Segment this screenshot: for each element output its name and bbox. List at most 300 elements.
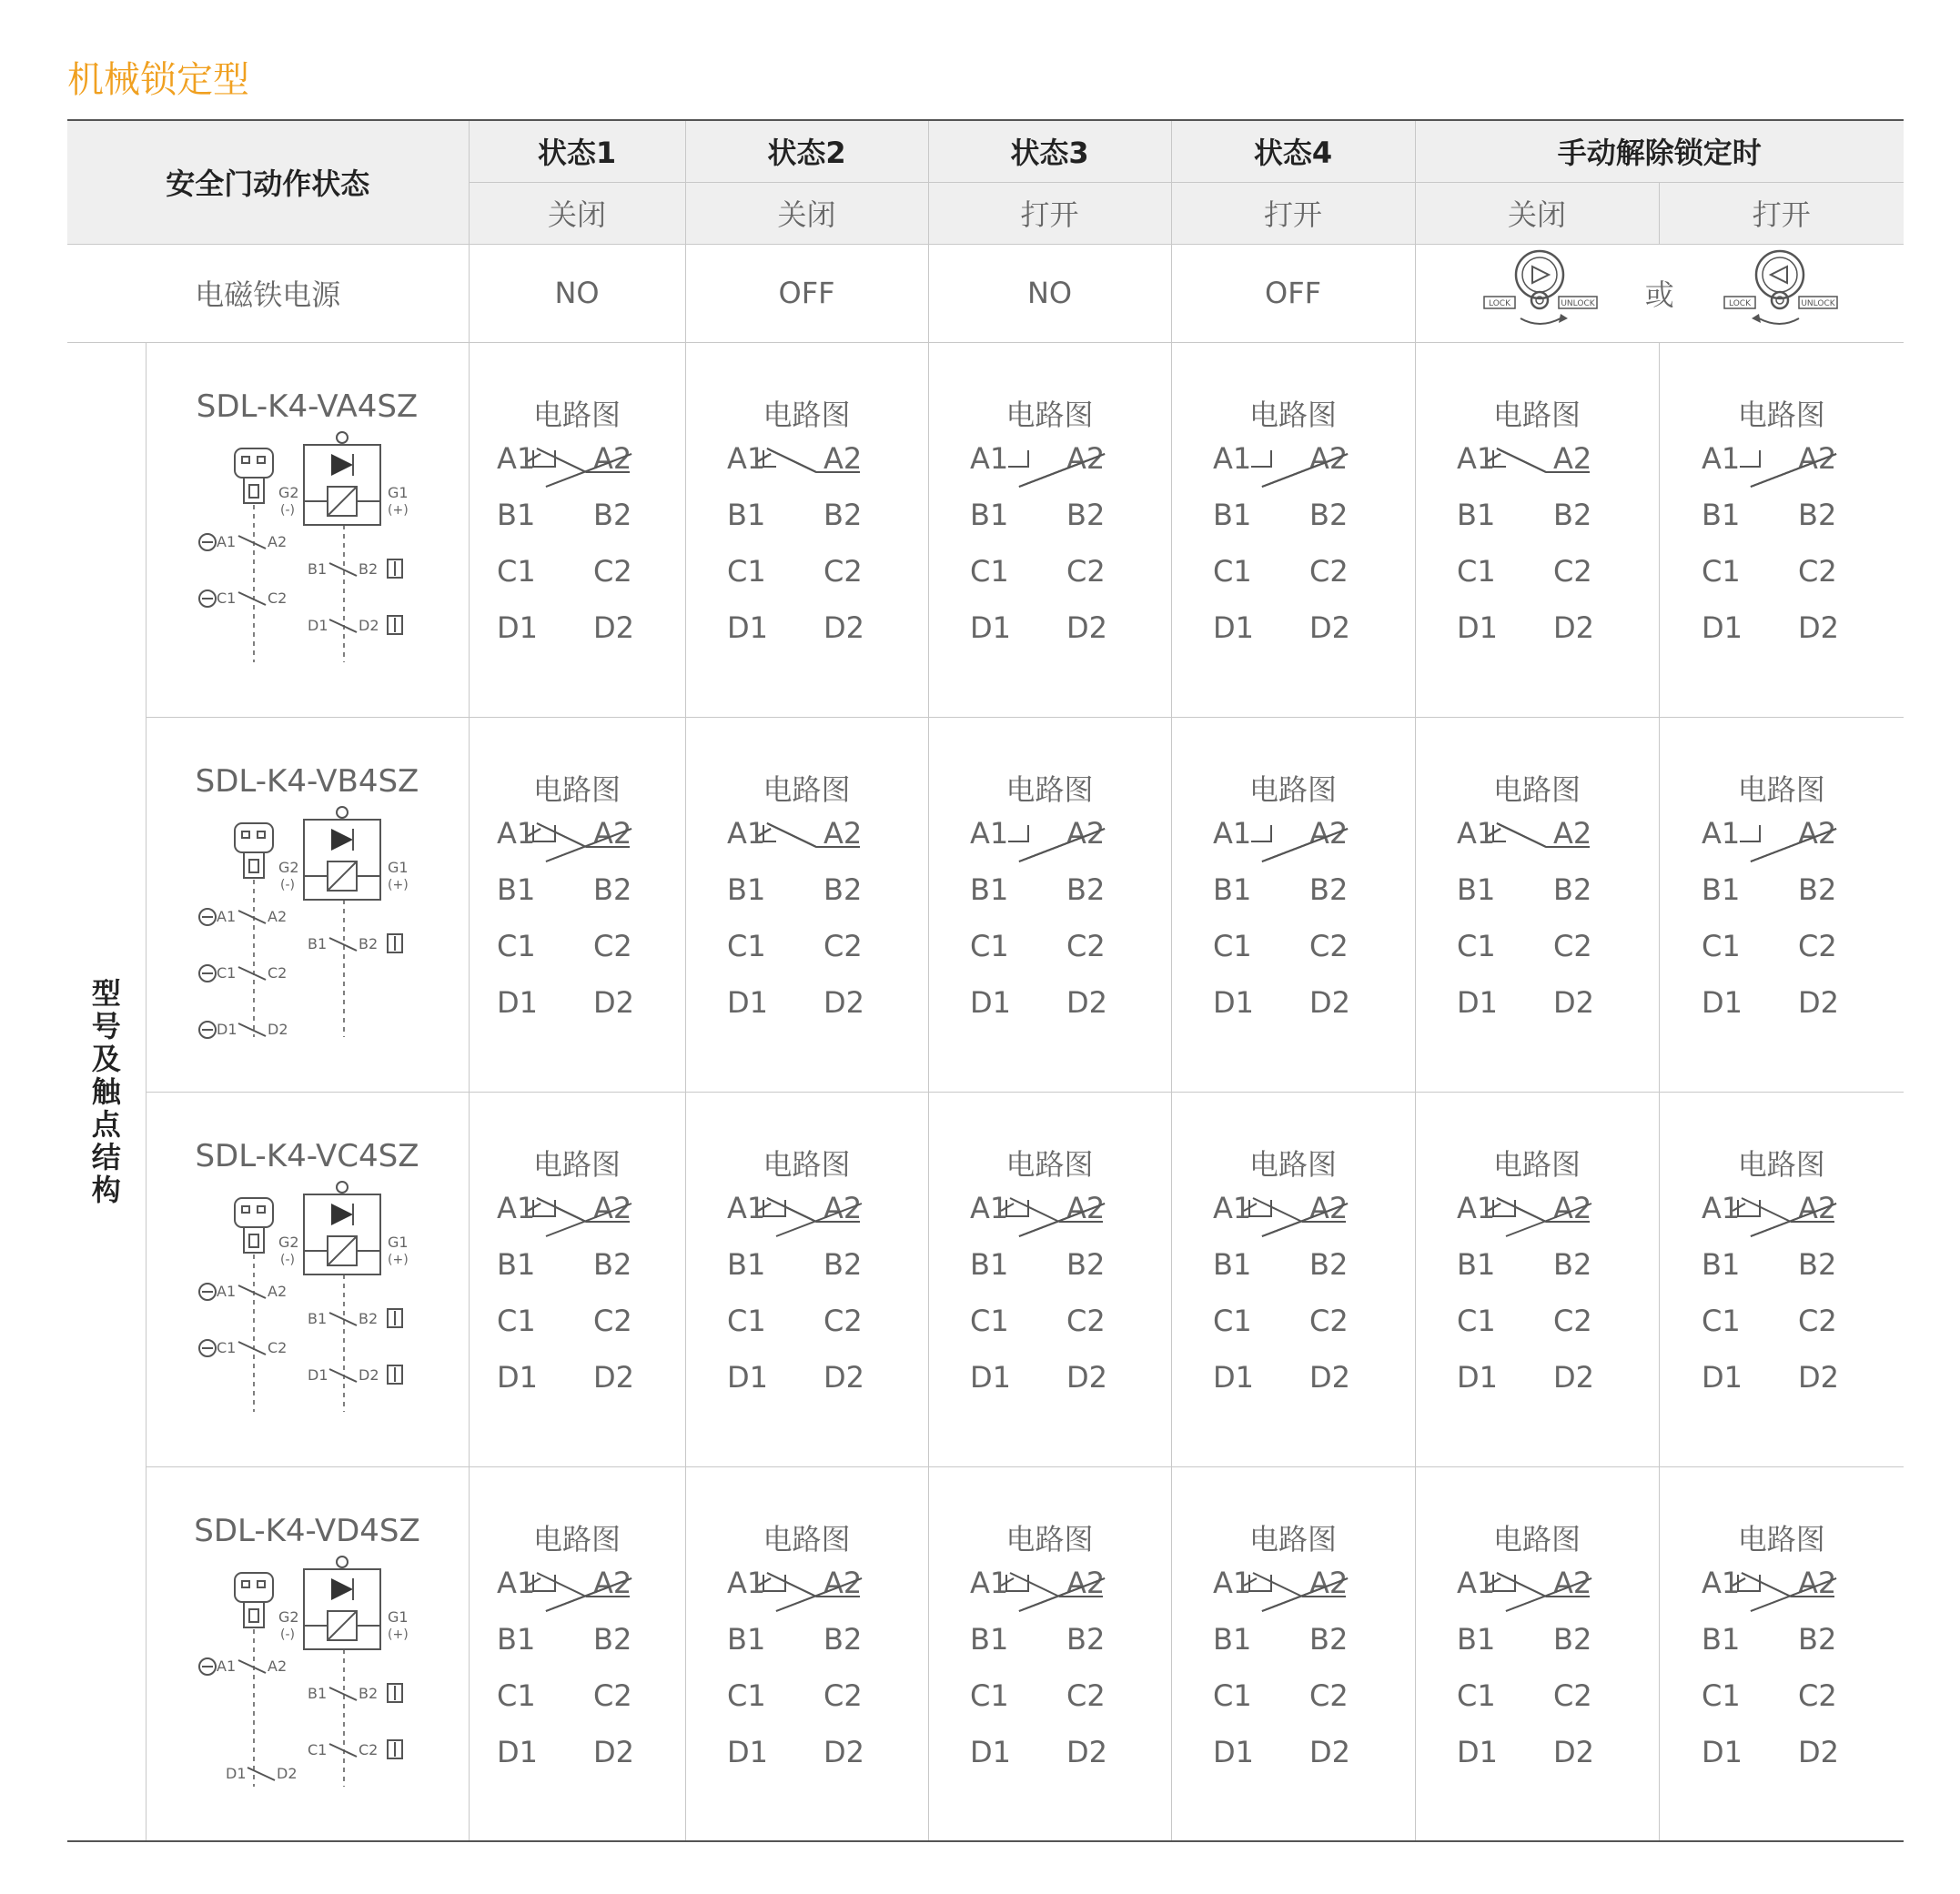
contact-label-c2: C2 bbox=[823, 1304, 863, 1338]
circuit-title: 电路图 bbox=[533, 772, 621, 807]
circuit-cell bbox=[1415, 1466, 1659, 1841]
symbol-contact-label: D1 bbox=[307, 1366, 328, 1384]
contact-label-b2: B2 bbox=[1797, 872, 1837, 907]
contact-label-c2: C2 bbox=[1309, 554, 1349, 589]
contact-label-c2: C2 bbox=[593, 929, 632, 963]
symbol-contact-label: C2 bbox=[267, 964, 287, 982]
contact-label-c1: C1 bbox=[1213, 554, 1252, 589]
g1-label: G1 bbox=[387, 484, 409, 501]
contact-label-c1: C1 bbox=[726, 554, 766, 589]
contact-label-d1: D1 bbox=[1701, 1734, 1743, 1769]
contact-label-b1: B1 bbox=[726, 498, 765, 532]
contact-label-c2: C2 bbox=[1797, 554, 1837, 589]
contact-label-c2: C2 bbox=[1553, 1677, 1592, 1713]
g1-label: G1 bbox=[387, 1607, 409, 1626]
symbol-contact-label: A2 bbox=[267, 1283, 287, 1300]
contact-label-d2: D2 bbox=[1309, 610, 1351, 645]
contact-label-d1: D1 bbox=[497, 1734, 539, 1769]
circuit-diagram bbox=[725, 436, 889, 663]
contact-label-b1: B1 bbox=[497, 872, 536, 907]
circuit-cell bbox=[1659, 717, 1904, 1092]
contact-label-c1: C1 bbox=[1457, 554, 1496, 589]
contact-label-d2: D2 bbox=[823, 610, 864, 645]
switch-symbol bbox=[171, 805, 444, 1042]
lock-label: LOCK bbox=[1728, 299, 1751, 308]
contact-label-d2: D2 bbox=[1309, 1734, 1351, 1769]
contact-label-d1: D1 bbox=[1457, 1360, 1499, 1395]
contact-label-d2: D2 bbox=[593, 1734, 635, 1769]
actuator-key-icon bbox=[235, 1573, 273, 1627]
contact-label-a2: A2 bbox=[593, 1565, 632, 1600]
or-text: 或 bbox=[1644, 277, 1674, 312]
symbol-contact-label: D2 bbox=[358, 1366, 379, 1384]
page-title: 机械锁定型 bbox=[67, 59, 249, 101]
symbol-contact-label: B2 bbox=[358, 560, 378, 578]
model-name: SDL-K4-VD4SZ bbox=[194, 1512, 420, 1549]
contact-label-a1: A1 bbox=[1701, 441, 1741, 476]
symbol-contact-label: D1 bbox=[225, 1764, 246, 1782]
circuit-title: 电路图 bbox=[1737, 1521, 1825, 1557]
circuit-diagram bbox=[968, 1560, 1132, 1788]
contact-label-c2: C2 bbox=[593, 554, 632, 589]
contact-label-d2: D2 bbox=[1797, 610, 1839, 645]
contact-label-c2: C2 bbox=[1066, 929, 1106, 963]
contact-label-d2: D2 bbox=[1797, 1360, 1839, 1395]
door-state-2: 关闭 bbox=[685, 182, 928, 244]
circuit-cell bbox=[1171, 342, 1415, 717]
contact-label-a2: A2 bbox=[1553, 441, 1592, 476]
contact-label-c1: C1 bbox=[497, 929, 536, 963]
contact-label-d2: D2 bbox=[1309, 985, 1351, 1020]
contact-label-a1: A1 bbox=[726, 1191, 765, 1225]
circuit-cell bbox=[1415, 342, 1659, 717]
contact-label-d2: D2 bbox=[1066, 1734, 1107, 1769]
contact-label-b1: B1 bbox=[1213, 1621, 1252, 1657]
model-name: SDL-K4-VB4SZ bbox=[195, 763, 419, 800]
header-state-3: 状态3 bbox=[928, 120, 1171, 182]
circuit-cell bbox=[685, 1092, 928, 1466]
circuit-diagram bbox=[495, 1560, 659, 1788]
contact-label-b2: B2 bbox=[1066, 1621, 1105, 1657]
contact-label-a1: A1 bbox=[969, 1191, 1008, 1225]
symbol-contact-label: B1 bbox=[307, 560, 327, 578]
circuit-cell bbox=[685, 717, 928, 1092]
contact-label-b1: B1 bbox=[1213, 872, 1252, 907]
contact-label-a2: A2 bbox=[1066, 1191, 1105, 1225]
contact-label-c2: C2 bbox=[1066, 554, 1106, 589]
contact-label-d2: D2 bbox=[1553, 610, 1595, 645]
symbol-contact-label: A2 bbox=[267, 908, 287, 925]
direct-opening-icon bbox=[199, 1340, 216, 1356]
circuit-diagram bbox=[1700, 436, 1864, 663]
symbol-contact-label: B2 bbox=[358, 935, 378, 952]
actuator-key-icon bbox=[235, 1198, 273, 1253]
circuit-diagram bbox=[1455, 811, 1619, 1038]
contact-label-a2: A2 bbox=[823, 816, 862, 851]
symbol-contact-label: C1 bbox=[216, 964, 236, 982]
contact-label-d1: D1 bbox=[497, 610, 539, 645]
model-name: SDL-K4-VC4SZ bbox=[195, 1138, 419, 1174]
g2-label: G2 bbox=[278, 484, 299, 501]
contact-label-d1: D1 bbox=[969, 1734, 1011, 1769]
contact-label-d2: D2 bbox=[1309, 1360, 1351, 1395]
circuit-title: 电路图 bbox=[533, 398, 621, 432]
symbol-contact-label: B2 bbox=[358, 1310, 378, 1327]
contact-label-d2: D2 bbox=[1797, 1734, 1839, 1769]
circuit-diagram bbox=[1211, 1560, 1375, 1788]
contact-label-a1: A1 bbox=[1457, 441, 1496, 476]
door-state-5: 关闭 bbox=[1415, 182, 1659, 244]
contact-label-b2: B2 bbox=[593, 872, 632, 907]
switch-symbol bbox=[171, 1555, 444, 1791]
circuit-cell bbox=[928, 1466, 1171, 1841]
contact-label-a1: A1 bbox=[726, 441, 765, 476]
circuit-cell bbox=[1415, 1092, 1659, 1466]
symbol-contact-label: A1 bbox=[216, 1283, 236, 1300]
circuit-diagram bbox=[1700, 1185, 1864, 1413]
contact-label-a1: A1 bbox=[1213, 816, 1252, 851]
contact-label-d1: D1 bbox=[1213, 1360, 1255, 1395]
contact-label-a1: A1 bbox=[497, 816, 536, 851]
contact-label-c1: C1 bbox=[497, 1304, 536, 1338]
circuit-title: 电路图 bbox=[763, 772, 851, 807]
circuit-title: 电路图 bbox=[1493, 772, 1581, 807]
contact-label-b1: B1 bbox=[726, 1247, 765, 1282]
contact-label-c2: C2 bbox=[823, 1677, 863, 1713]
spec-table bbox=[67, 119, 1904, 1842]
contact-label-d2: D2 bbox=[1066, 610, 1107, 645]
circuit-cell bbox=[469, 1466, 685, 1841]
contact-label-b2: B2 bbox=[1309, 1247, 1349, 1282]
g2-sign: (-) bbox=[279, 1253, 295, 1267]
contact-label-b2: B2 bbox=[1066, 1247, 1105, 1282]
power-value-3: NO bbox=[928, 244, 1171, 342]
contact-label-c1: C1 bbox=[1213, 1677, 1252, 1713]
contact-label-b1: B1 bbox=[1701, 498, 1741, 532]
g2-label: G2 bbox=[278, 1234, 299, 1251]
contact-label-b1: B1 bbox=[726, 872, 765, 907]
circuit-cell bbox=[928, 717, 1171, 1092]
symbol-contact-label: D2 bbox=[267, 1021, 288, 1038]
contact-label-b1: B1 bbox=[969, 1621, 1008, 1657]
unlock-label: UNLOCK bbox=[1561, 299, 1595, 308]
symbol-contact-label: C2 bbox=[267, 589, 287, 607]
circuit-diagram bbox=[725, 811, 889, 1038]
lock-label: LOCK bbox=[1488, 299, 1510, 308]
symbol-contact-label: A1 bbox=[216, 533, 236, 550]
contact-label-a1: A1 bbox=[969, 1565, 1008, 1600]
circuit-title: 电路图 bbox=[1493, 1521, 1581, 1557]
lock-dial-icon bbox=[1480, 247, 1599, 338]
contact-label-c1: C1 bbox=[1457, 1304, 1496, 1338]
contact-label-b1: B1 bbox=[726, 1621, 765, 1657]
header-manual-release: 手动解除锁定时 bbox=[1415, 120, 1904, 182]
unlock-label: UNLOCK bbox=[1801, 299, 1835, 308]
power-label: 电磁铁电源 bbox=[67, 244, 469, 342]
model-cell bbox=[146, 1092, 469, 1466]
contact-label-d1: D1 bbox=[969, 985, 1011, 1020]
contact-label-d2: D2 bbox=[593, 1360, 635, 1395]
contact-label-a2: A2 bbox=[823, 1191, 862, 1225]
symbol-contact-label: A1 bbox=[216, 1657, 236, 1675]
symbol-contact-label: D2 bbox=[358, 617, 379, 634]
contact-label-b1: B1 bbox=[1457, 872, 1496, 907]
contact-label-d1: D1 bbox=[1457, 985, 1499, 1020]
circuit-title: 电路图 bbox=[1737, 398, 1825, 432]
contact-label-b2: B2 bbox=[1066, 498, 1105, 532]
power-value-4: OFF bbox=[1171, 244, 1415, 342]
contact-label-a2: A2 bbox=[1066, 816, 1105, 851]
contact-label-a1: A1 bbox=[726, 816, 765, 851]
monitor-contact-icon bbox=[388, 1365, 402, 1384]
contact-label-d2: D2 bbox=[1066, 985, 1107, 1020]
circuit-diagram bbox=[968, 436, 1132, 663]
contact-label-b2: B2 bbox=[1553, 872, 1592, 907]
circuit-diagram bbox=[1700, 811, 1864, 1038]
contact-label-b2: B2 bbox=[1553, 1621, 1592, 1657]
actuator-key-icon bbox=[235, 448, 273, 503]
contact-label-a2: A2 bbox=[823, 1565, 862, 1600]
circuit-diagram bbox=[1455, 1185, 1619, 1413]
contact-label-b2: B2 bbox=[1066, 872, 1105, 907]
circuit-diagram bbox=[495, 1185, 659, 1413]
contact-label-a2: A2 bbox=[1066, 441, 1105, 476]
contact-label-c2: C2 bbox=[593, 1677, 632, 1713]
contact-label-a2: A2 bbox=[1553, 816, 1592, 851]
g2-label: G2 bbox=[278, 1607, 299, 1626]
g2-sign: (-) bbox=[279, 503, 295, 518]
contact-label-b2: B2 bbox=[1309, 872, 1349, 907]
g2-sign: (-) bbox=[279, 878, 295, 892]
circuit-diagram bbox=[968, 811, 1132, 1038]
model-cell bbox=[146, 1466, 469, 1841]
contact-label-d2: D2 bbox=[593, 610, 635, 645]
contact-label-c2: C2 bbox=[823, 554, 863, 589]
contact-label-a1: A1 bbox=[1701, 1191, 1741, 1225]
contact-label-d2: D2 bbox=[593, 985, 635, 1020]
circuit-cell bbox=[685, 1466, 928, 1841]
circuit-title: 电路图 bbox=[1493, 398, 1581, 432]
header-state-2: 状态2 bbox=[685, 120, 928, 182]
contact-label-c1: C1 bbox=[969, 1677, 1009, 1713]
contact-label-c2: C2 bbox=[1797, 929, 1837, 963]
contact-label-a2: A2 bbox=[1797, 1565, 1837, 1600]
circuit-cell bbox=[1659, 342, 1904, 717]
contact-label-d2: D2 bbox=[1553, 985, 1595, 1020]
circuit-diagram bbox=[1700, 1560, 1864, 1788]
g1-sign: (+) bbox=[387, 503, 409, 518]
circuit-title: 电路图 bbox=[533, 1521, 621, 1557]
symbol-contact-label: C2 bbox=[267, 1339, 287, 1356]
contact-label-a1: A1 bbox=[1213, 1565, 1252, 1600]
direct-opening-icon bbox=[199, 1022, 216, 1038]
symbol-contact-label: C2 bbox=[358, 1740, 378, 1758]
circuit-title: 电路图 bbox=[1005, 1147, 1094, 1182]
power-value-1: NO bbox=[469, 244, 685, 342]
contact-label-b1: B1 bbox=[969, 498, 1008, 532]
circuit-cell bbox=[1659, 1092, 1904, 1466]
contact-label-b2: B2 bbox=[1553, 498, 1592, 532]
contact-label-b2: B2 bbox=[823, 1247, 862, 1282]
contact-label-b2: B2 bbox=[1309, 1621, 1349, 1657]
contact-label-a1: A1 bbox=[1213, 441, 1252, 476]
contact-label-a2: A2 bbox=[593, 1191, 632, 1225]
g1-sign: (+) bbox=[387, 1627, 409, 1642]
contact-label-b1: B1 bbox=[1701, 1621, 1741, 1657]
contact-label-a1: A1 bbox=[726, 1565, 765, 1600]
contact-label-d2: D2 bbox=[823, 1360, 864, 1395]
contact-label-c1: C1 bbox=[1457, 1677, 1496, 1713]
monitor-contact-icon bbox=[388, 616, 402, 634]
door-state-4: 打开 bbox=[1171, 182, 1415, 244]
circuit-title: 电路图 bbox=[1005, 1521, 1094, 1557]
switch-symbol bbox=[171, 430, 444, 667]
circuit-cell bbox=[469, 342, 685, 717]
contact-label-b1: B1 bbox=[497, 1621, 536, 1657]
contact-label-a1: A1 bbox=[1213, 1191, 1252, 1225]
contact-label-b1: B1 bbox=[497, 1247, 536, 1282]
circuit-cell bbox=[928, 1092, 1171, 1466]
symbol-contact-label: B1 bbox=[307, 935, 327, 952]
contact-label-d1: D1 bbox=[1701, 610, 1743, 645]
circuit-title: 电路图 bbox=[763, 1521, 851, 1557]
contact-label-b2: B2 bbox=[1797, 1621, 1837, 1657]
contact-label-a1: A1 bbox=[497, 441, 536, 476]
contact-label-b1: B1 bbox=[969, 872, 1008, 907]
symbol-contact-label: B2 bbox=[358, 1684, 378, 1702]
contact-label-c1: C1 bbox=[969, 554, 1009, 589]
contact-label-b2: B2 bbox=[593, 1247, 632, 1282]
contact-label-a1: A1 bbox=[969, 816, 1008, 851]
monitor-contact-icon bbox=[388, 1740, 402, 1758]
contact-label-d1: D1 bbox=[1701, 985, 1743, 1020]
g1-sign: (+) bbox=[387, 878, 409, 892]
contact-label-b2: B2 bbox=[1797, 1247, 1837, 1282]
header-row-label-cell bbox=[67, 120, 469, 244]
circuit-cell bbox=[469, 1092, 685, 1466]
contact-label-b1: B1 bbox=[1213, 1247, 1252, 1282]
solenoid-coil-icon bbox=[304, 1182, 380, 1274]
contact-label-b2: B2 bbox=[823, 498, 862, 532]
manual-release-icons bbox=[1415, 244, 1904, 342]
circuit-diagram bbox=[1211, 811, 1375, 1038]
contact-label-c2: C2 bbox=[823, 929, 863, 963]
symbol-contact-label: D1 bbox=[307, 617, 328, 634]
contact-label-d1: D1 bbox=[1457, 610, 1499, 645]
symbol-contact-label: D1 bbox=[216, 1021, 237, 1038]
door-state-1: 关闭 bbox=[469, 182, 685, 244]
circuit-cell bbox=[685, 342, 928, 717]
contact-label-b1: B1 bbox=[497, 498, 536, 532]
contact-label-c1: C1 bbox=[1701, 929, 1741, 963]
circuit-title: 电路图 bbox=[1249, 1521, 1338, 1557]
contact-label-b1: B1 bbox=[1457, 1247, 1496, 1282]
contact-label-c2: C2 bbox=[1309, 1304, 1349, 1338]
contact-label-a2: A2 bbox=[1309, 1191, 1349, 1225]
monitor-contact-icon bbox=[388, 934, 402, 952]
contact-label-b2: B2 bbox=[593, 498, 632, 532]
contact-label-c2: C2 bbox=[1066, 1304, 1106, 1338]
circuit-title: 电路图 bbox=[763, 398, 851, 432]
symbol-contact-label: D2 bbox=[276, 1764, 297, 1782]
header-row-label: 安全门动作状态 bbox=[166, 166, 370, 202]
contact-label-a2: A2 bbox=[1797, 441, 1837, 476]
circuit-cell bbox=[469, 717, 685, 1092]
circuit-cell bbox=[1171, 717, 1415, 1092]
contact-label-b1: B1 bbox=[1457, 498, 1496, 532]
model-name: SDL-K4-VA4SZ bbox=[196, 388, 419, 425]
contact-label-c2: C2 bbox=[1797, 1304, 1837, 1338]
contact-label-d1: D1 bbox=[726, 985, 768, 1020]
contact-label-a2: A2 bbox=[823, 441, 862, 476]
circuit-diagram bbox=[1211, 1185, 1375, 1413]
contact-label-d1: D1 bbox=[1213, 610, 1255, 645]
solenoid-coil-icon bbox=[304, 432, 380, 525]
contact-label-d1: D1 bbox=[726, 610, 768, 645]
symbol-contact-label: A1 bbox=[216, 908, 236, 925]
direct-opening-icon bbox=[199, 590, 216, 607]
contact-label-c1: C1 bbox=[497, 554, 536, 589]
contact-label-b1: B1 bbox=[969, 1247, 1008, 1282]
contact-label-d1: D1 bbox=[726, 1360, 768, 1395]
power-value-2: OFF bbox=[685, 244, 928, 342]
circuit-title: 电路图 bbox=[1005, 772, 1094, 807]
contact-label-c1: C1 bbox=[1701, 1677, 1741, 1713]
contact-label-a1: A1 bbox=[497, 1565, 536, 1600]
contact-label-b2: B2 bbox=[823, 872, 862, 907]
direct-opening-icon bbox=[199, 1284, 216, 1300]
model-cell bbox=[146, 717, 469, 1092]
direct-opening-icon bbox=[199, 965, 216, 982]
contact-label-b2: B2 bbox=[823, 1621, 862, 1657]
circuit-cell bbox=[1171, 1466, 1415, 1841]
contact-label-c1: C1 bbox=[1213, 929, 1252, 963]
g1-sign: (+) bbox=[387, 1253, 409, 1267]
circuit-diagram bbox=[725, 1185, 889, 1413]
contact-label-c1: C1 bbox=[969, 929, 1009, 963]
contact-label-b1: B1 bbox=[1701, 872, 1741, 907]
direct-opening-icon bbox=[199, 534, 216, 550]
symbol-contact-label: C1 bbox=[216, 589, 236, 607]
contact-label-b2: B2 bbox=[593, 1621, 632, 1657]
contact-label-d2: D2 bbox=[823, 985, 864, 1020]
direct-opening-icon bbox=[199, 1658, 216, 1675]
contact-label-c1: C1 bbox=[726, 929, 766, 963]
contact-label-a2: A2 bbox=[1553, 1191, 1592, 1225]
contact-label-c1: C1 bbox=[726, 1304, 766, 1338]
g2-label: G2 bbox=[278, 859, 299, 876]
contact-label-b2: B2 bbox=[1553, 1247, 1592, 1282]
circuit-title: 电路图 bbox=[763, 1147, 851, 1182]
contact-label-a1: A1 bbox=[1457, 1565, 1496, 1600]
circuit-title: 电路图 bbox=[1249, 1147, 1338, 1182]
door-state-6: 打开 bbox=[1659, 182, 1904, 244]
contact-label-d2: D2 bbox=[1553, 1360, 1595, 1395]
circuit-diagram bbox=[495, 811, 659, 1038]
symbol-contact-label: A2 bbox=[267, 533, 287, 550]
contact-label-a1: A1 bbox=[969, 441, 1008, 476]
circuit-title: 电路图 bbox=[1737, 1147, 1825, 1182]
model-cell bbox=[146, 342, 469, 717]
circuit-cell bbox=[1415, 717, 1659, 1092]
contact-label-c2: C2 bbox=[593, 1304, 632, 1338]
symbol-contact-label: C1 bbox=[307, 1740, 327, 1758]
contact-label-c2: C2 bbox=[1553, 929, 1592, 963]
solenoid-coil-icon bbox=[304, 1557, 380, 1649]
g1-label: G1 bbox=[387, 859, 409, 876]
contact-label-d2: D2 bbox=[1797, 985, 1839, 1020]
door-state-3: 打开 bbox=[928, 182, 1171, 244]
